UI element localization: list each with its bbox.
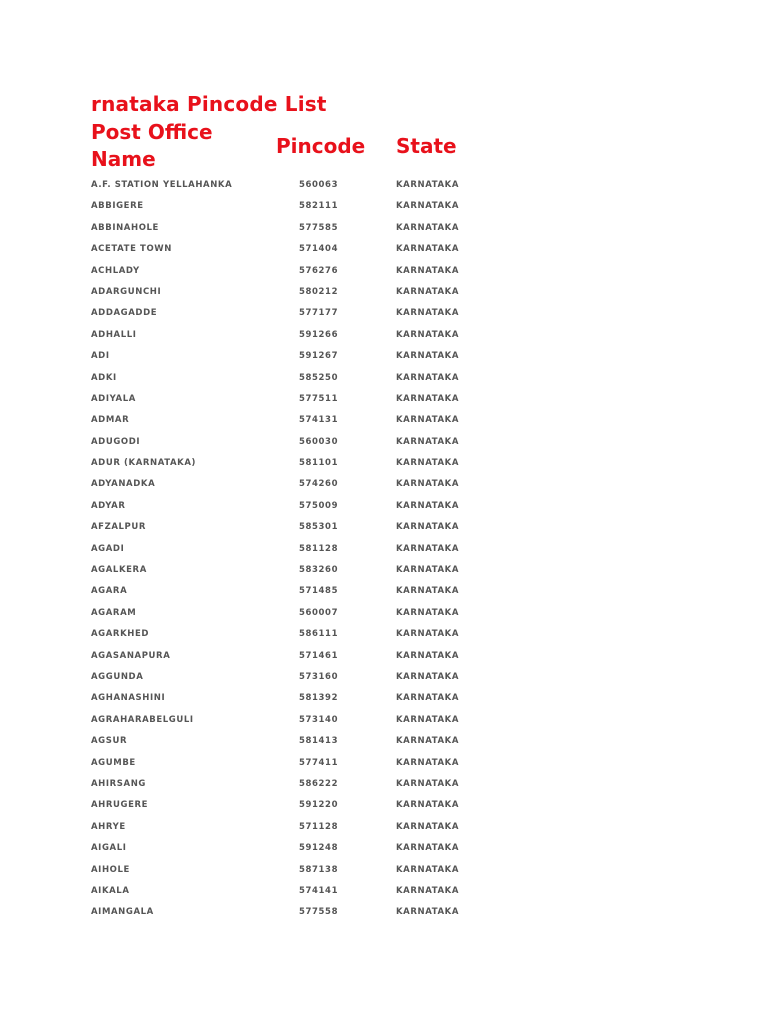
post-office-name-cell: ADUR (KARNATAKA) [91, 458, 197, 469]
state-cell: KARNATAKA [396, 693, 460, 704]
post-office-name-cell: AHRUGERE [91, 800, 149, 811]
state-cell: KARNATAKA [396, 671, 460, 682]
pincode-cell: 581392 [299, 693, 339, 704]
pincode-cell: 577585 [299, 222, 339, 233]
post-office-name-cell: AIHOLE [91, 864, 130, 875]
table-row [0, 409, 768, 430]
post-office-name-cell: ADYANADKA [91, 479, 156, 490]
pincode-table-body [0, 174, 768, 923]
post-office-name-cell: AGARKHED [91, 629, 150, 640]
pincode-cell: 580212 [299, 286, 339, 297]
post-office-name-cell: ABBIGERE [91, 201, 144, 212]
post-office-name-cell: AGHANASHINI [91, 693, 166, 704]
table-row [0, 816, 768, 837]
table-row [0, 516, 768, 537]
pincode-cell: 560007 [299, 607, 339, 618]
pincode-cell: 591248 [299, 843, 339, 854]
state-cell: KARNATAKA [396, 436, 460, 447]
pincode-cell: 577177 [299, 308, 339, 319]
state-cell: KARNATAKA [396, 180, 460, 190]
table-row [0, 431, 768, 452]
post-office-name-cell: AGRAHARABELGULI [91, 714, 194, 725]
state-cell: KARNATAKA [396, 607, 460, 618]
state-cell: KARNATAKA [396, 415, 460, 426]
pincode-cell: 571485 [299, 586, 339, 597]
post-office-name-cell: AGALKERA [91, 565, 147, 576]
pincode-cell: 571461 [299, 650, 339, 661]
post-office-name-cell: ADKI [91, 372, 117, 383]
post-office-name-cell: ABBINAHOLE [91, 222, 159, 233]
table-row [0, 452, 768, 473]
pincode-cell: 577511 [299, 393, 339, 404]
state-cell: KARNATAKA [396, 500, 460, 511]
document-title: rnataka Pincode List [91, 92, 327, 116]
post-office-name-cell: ADI [91, 351, 110, 362]
table-row [0, 730, 768, 751]
table-row [0, 217, 768, 238]
table-row [0, 602, 768, 623]
state-cell: KARNATAKA [396, 907, 460, 918]
state-cell: KARNATAKA [396, 393, 460, 404]
state-cell: KARNATAKA [396, 736, 460, 747]
table-row [0, 174, 768, 195]
state-cell: KARNATAKA [396, 201, 460, 212]
post-office-name-cell: ADHALLI [91, 329, 137, 340]
state-cell: KARNATAKA [396, 351, 460, 362]
pincode-cell: 573160 [299, 671, 339, 682]
pincode-cell: 581128 [299, 543, 339, 554]
table-row [0, 666, 768, 687]
post-office-name-cell: AFZALPUR [91, 522, 147, 533]
state-cell: KARNATAKA [396, 586, 460, 597]
state-cell: KARNATAKA [396, 372, 460, 383]
pincode-cell: 576276 [299, 265, 339, 276]
table-row [0, 645, 768, 666]
table-row [0, 324, 768, 345]
post-office-name-cell: AGUMBE [91, 757, 136, 768]
state-cell: KARNATAKA [396, 885, 460, 896]
post-office-name-cell: ACETATE TOWN [91, 244, 172, 255]
post-office-name-cell: AGARA [91, 586, 128, 597]
pincode-cell: 591266 [299, 329, 339, 340]
header-post-office-name: Post Office Name [91, 120, 213, 171]
table-row [0, 559, 768, 580]
pincode-cell: 585250 [299, 372, 339, 383]
post-office-name-cell: AGARAM [91, 607, 137, 618]
post-office-name-cell: ADMAR [91, 415, 130, 426]
pincode-cell: 587138 [299, 864, 339, 875]
state-cell: KARNATAKA [396, 650, 460, 661]
state-cell: KARNATAKA [396, 543, 460, 554]
state-cell: KARNATAKA [396, 821, 460, 832]
pincode-cell: 581413 [299, 736, 339, 747]
post-office-name-cell: AHIRSANG [91, 778, 146, 789]
pincode-cell: 574131 [299, 415, 339, 426]
table-row [0, 345, 768, 366]
pincode-cell: 585301 [299, 522, 339, 533]
table-row [0, 260, 768, 281]
post-office-name-cell: ADDAGADDE [91, 308, 158, 319]
state-cell: KARNATAKA [396, 222, 460, 233]
table-row [0, 580, 768, 601]
state-cell: KARNATAKA [396, 864, 460, 875]
table-row [0, 794, 768, 815]
pincode-cell: 560030 [299, 436, 339, 447]
state-cell: KARNATAKA [396, 522, 460, 533]
table-row [0, 473, 768, 494]
header-pincode: Pincode [276, 134, 366, 158]
table-row [0, 623, 768, 644]
pincode-cell: 574260 [299, 479, 339, 490]
pincode-cell: 560063 [299, 180, 339, 190]
post-office-name-cell: AIMANGALA [91, 907, 154, 918]
table-row [0, 901, 768, 922]
post-office-name-cell: ADARGUNCHI [91, 286, 162, 297]
state-cell: KARNATAKA [396, 757, 460, 768]
pincode-cell: 575009 [299, 500, 339, 511]
pincode-cell: 571404 [299, 244, 339, 255]
post-office-name-cell: AGSUR [91, 736, 128, 747]
pincode-cell: 574141 [299, 885, 339, 896]
table-row [0, 687, 768, 708]
state-cell: KARNATAKA [396, 843, 460, 854]
pincode-cell: 577411 [299, 757, 339, 768]
pincode-cell: 581101 [299, 458, 339, 469]
table-row [0, 281, 768, 302]
pincode-cell: 591267 [299, 351, 339, 362]
state-cell: KARNATAKA [396, 265, 460, 276]
post-office-name-cell: AGADI [91, 543, 125, 554]
post-office-name-cell: A.F. STATION YELLAHANKA [91, 180, 233, 190]
post-office-name-cell: AHRYE [91, 821, 126, 832]
post-office-name-cell: AGASANAPURA [91, 650, 171, 661]
pincode-cell: 573140 [299, 714, 339, 725]
pincode-cell: 583260 [299, 565, 339, 576]
table-row [0, 773, 768, 794]
state-cell: KARNATAKA [396, 244, 460, 255]
state-cell: KARNATAKA [396, 458, 460, 469]
post-office-name-cell: ADUGODI [91, 436, 141, 447]
table-row [0, 859, 768, 880]
post-office-name-cell: ACHLADY [91, 265, 140, 276]
state-cell: KARNATAKA [396, 479, 460, 490]
table-row [0, 495, 768, 516]
table-row [0, 302, 768, 323]
table-row [0, 837, 768, 858]
table-row [0, 709, 768, 730]
pincode-cell: 586111 [299, 629, 339, 640]
state-cell: KARNATAKA [396, 714, 460, 725]
state-cell: KARNATAKA [396, 778, 460, 789]
table-row [0, 538, 768, 559]
state-cell: KARNATAKA [396, 308, 460, 319]
table-row [0, 752, 768, 773]
state-cell: KARNATAKA [396, 565, 460, 576]
post-office-name-cell: ADYAR [91, 500, 126, 511]
post-office-name-cell: AIGALI [91, 843, 127, 854]
pincode-cell: 591220 [299, 800, 339, 811]
state-cell: KARNATAKA [396, 800, 460, 811]
table-row [0, 880, 768, 901]
state-cell: KARNATAKA [396, 329, 460, 340]
post-office-name-cell: ADIYALA [91, 393, 136, 404]
state-cell: KARNATAKA [396, 629, 460, 640]
table-row [0, 195, 768, 216]
header-state: State [396, 134, 457, 158]
state-cell: KARNATAKA [396, 286, 460, 297]
post-office-name-cell: AGGUNDA [91, 671, 144, 682]
pincode-cell: 577558 [299, 907, 339, 918]
pincode-cell: 571128 [299, 821, 339, 832]
table-row [0, 238, 768, 259]
pincode-cell: 586222 [299, 778, 339, 789]
table-row [0, 367, 768, 388]
pincode-cell: 582111 [299, 201, 339, 212]
post-office-name-cell: AIKALA [91, 885, 130, 896]
table-row [0, 388, 768, 409]
